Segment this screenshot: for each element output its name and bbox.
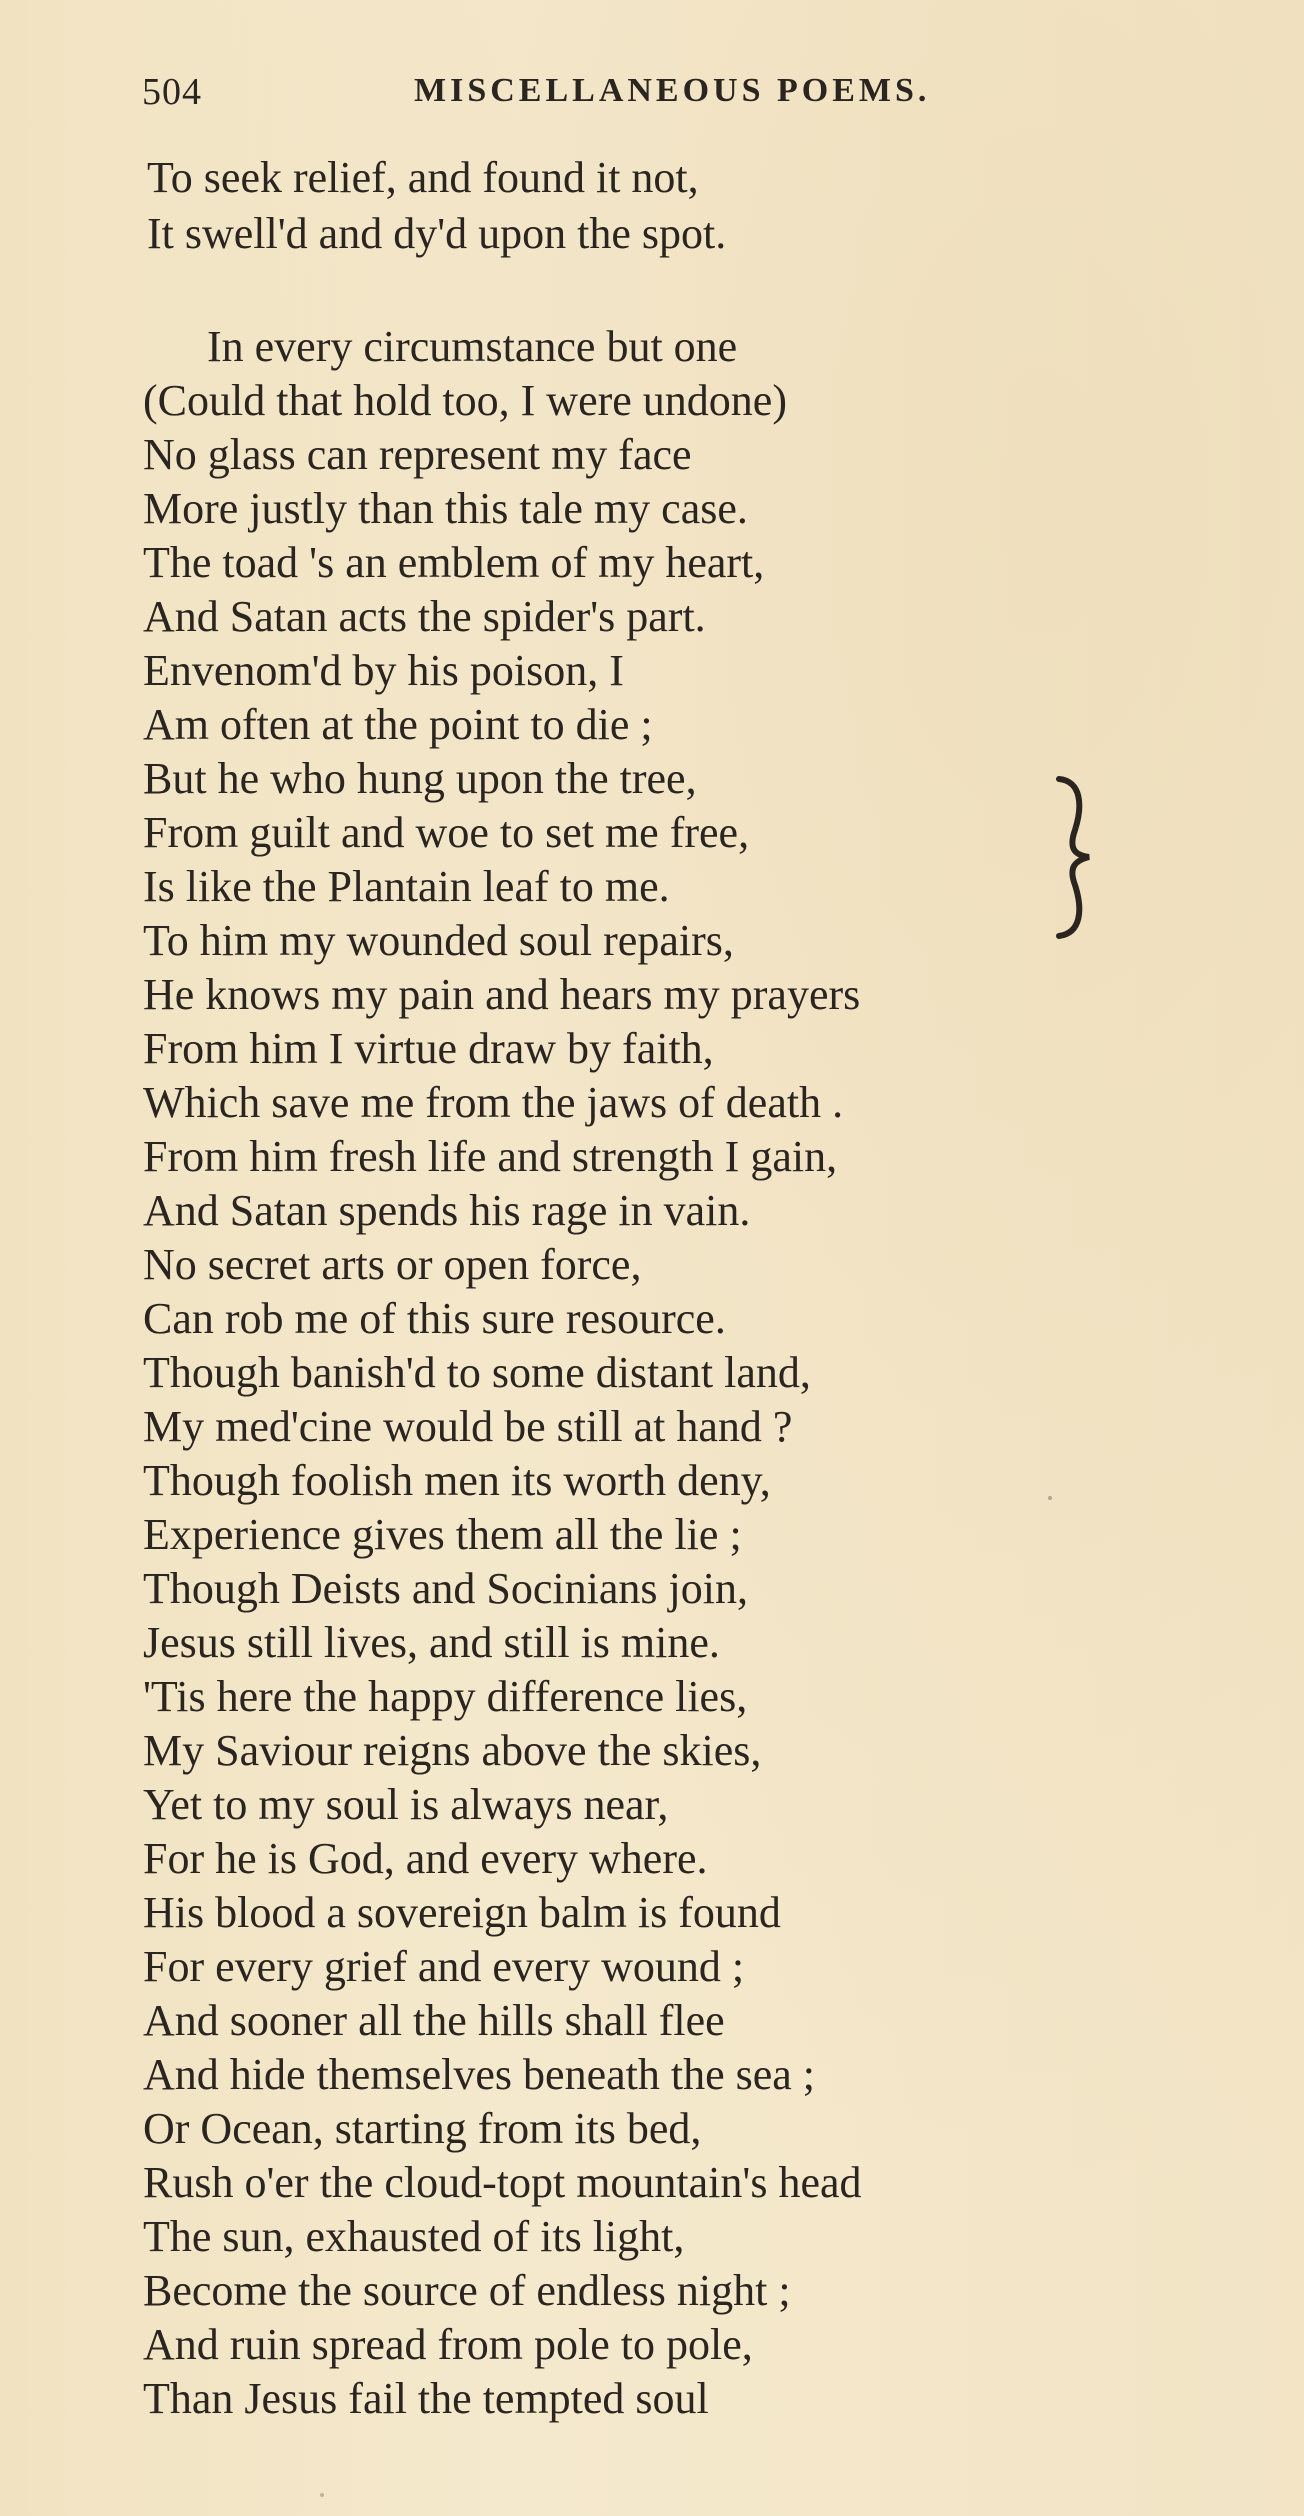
poem-line: Am often at the point to die ; (143, 700, 653, 749)
poem-line: Become the source of endless night ; (143, 2266, 791, 2315)
poem-line: Jesus still lives, and still is mine. (143, 1618, 720, 1667)
poem-line: It swell'd and dy'd upon the spot. (147, 209, 727, 258)
page-number: 504 (142, 71, 202, 113)
poem-line: To seek relief, and found it not, (147, 153, 699, 202)
poem-line: The sun, exhausted of its light, (143, 2212, 685, 2261)
poem-line: Or Ocean, starting from its bed, (143, 2104, 702, 2153)
poem-line: My Saviour reigns above the skies, (143, 1726, 762, 1775)
poem-line: He knows my pain and hears my prayers (143, 970, 861, 1019)
poem-line: But he who hung upon the tree, (143, 754, 697, 803)
poem-line: Can rob me of this sure resource. (143, 1294, 726, 1343)
poem-line: From him I virtue draw by faith, (143, 1024, 714, 1073)
poem-line: And sooner all the hills shall flee (143, 1996, 725, 2045)
poem-line: Though Deists and Socinians join, (143, 1564, 748, 1613)
poem-line: My med'cine would be still at hand ? (143, 1402, 793, 1451)
poem-line: In every circumstance but one (207, 322, 738, 371)
poem-line: And Satan spends his rage in vain. (143, 1186, 751, 1235)
poem-line: (Could that hold too, I were undone) (143, 376, 787, 425)
poem-line: 'Tis here the happy difference lies, (143, 1672, 748, 1721)
poem-line: Though banish'd to some distant land, (143, 1348, 811, 1397)
running-title: MISCELLANEOUS POEMS. (414, 72, 931, 109)
poem-line: Is like the Plantain leaf to me. (143, 862, 670, 911)
poem-line: Which save me from the jaws of death . (143, 1078, 844, 1127)
poem-line: Rush o'er the cloud-topt mountain's head (143, 2158, 862, 2207)
poem-line: And ruin spread from pole to pole, (143, 2320, 753, 2369)
poem-line: For every grief and every wound ; (143, 1942, 745, 1991)
poem-line: Experience gives them all the lie ; (143, 1510, 742, 1559)
poem-line: No secret arts or open force, (143, 1240, 642, 1289)
stanza-2 (143, 320, 862, 2426)
poem-line: From guilt and woe to set me free, (143, 808, 750, 857)
poem-line: And hide themselves beneath the sea ; (143, 2050, 816, 2099)
poem-line: And Satan acts the spider's part. (143, 592, 706, 641)
poem-line: For he is God, and every where. (143, 1834, 708, 1883)
poem-line: No glass can represent my face (143, 430, 692, 479)
poem-line: Yet to my soul is always near, (143, 1780, 669, 1829)
triplet-brace-icon (1055, 775, 1095, 940)
poem-line: Though foolish men its worth deny, (143, 1456, 771, 1505)
poem-line: The toad 's an emblem of my heart, (143, 538, 765, 587)
poem-line: From him fresh life and strength I gain, (143, 1132, 838, 1181)
poem-line: More justly than this tale my case. (143, 484, 748, 533)
poem-line: To him my wounded soul repairs, (143, 916, 734, 965)
stanza-1 (147, 150, 726, 262)
poem-line: Envenom'd by his poison, I (143, 646, 624, 695)
poem-line: His blood a sovereign balm is found (143, 1888, 781, 1937)
page-header (142, 70, 1152, 126)
poem-line: Than Jesus fail the tempted soul (143, 2374, 709, 2423)
